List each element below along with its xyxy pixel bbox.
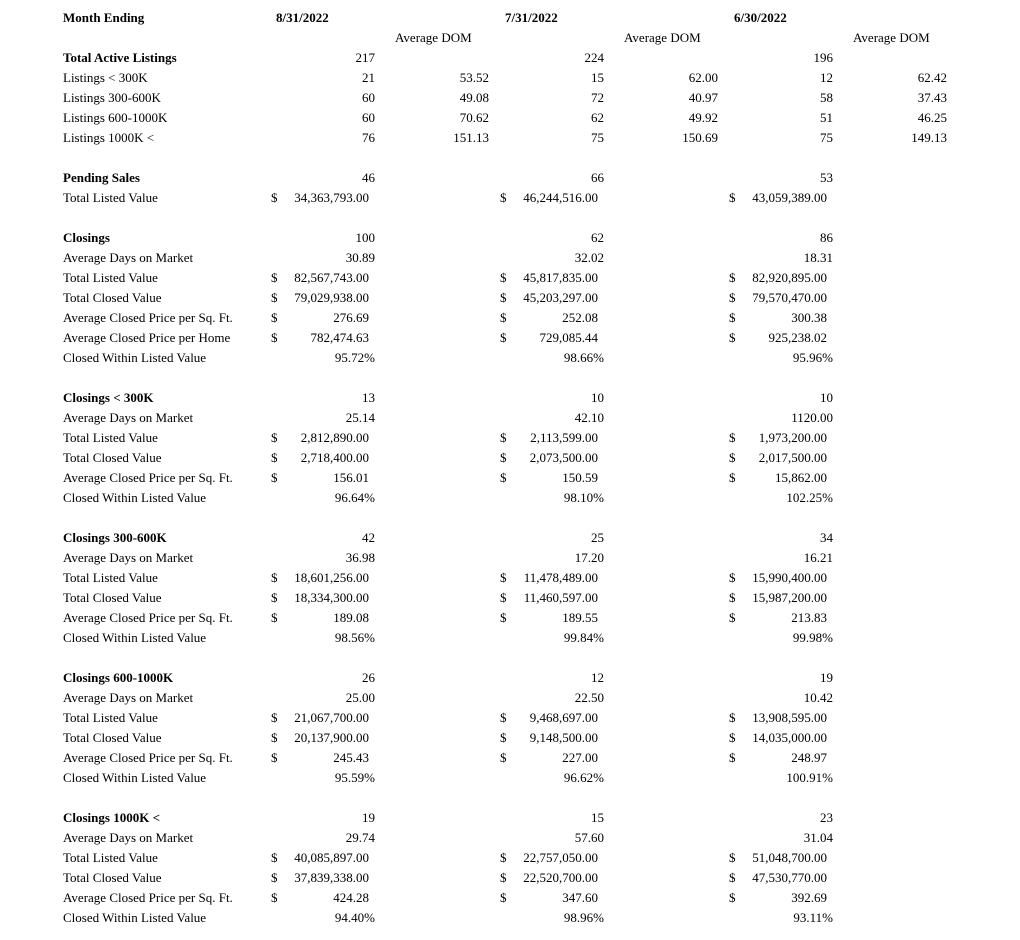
value-cell: 1120.00 — [791, 410, 833, 425]
value-cell: 75 — [591, 130, 604, 145]
currency-symbol: $ — [729, 870, 736, 885]
value-cell: 189.08 — [333, 610, 369, 625]
currency-symbol: $ — [271, 590, 278, 605]
row-label: Total Listed Value — [63, 190, 158, 205]
row-label: Total Closed Value — [63, 450, 162, 465]
currency-symbol: $ — [500, 610, 507, 625]
value-cell: 100.91% — [786, 770, 833, 785]
value-cell: 45,203,297.00 — [523, 290, 598, 305]
value-cell: 26 — [362, 670, 375, 685]
average-dom-cell: 70.62 — [459, 110, 489, 125]
value-cell: 21 — [362, 70, 375, 85]
average-dom-cell: 150.69 — [682, 130, 718, 145]
currency-symbol: $ — [500, 710, 507, 725]
value-cell: 36.98 — [345, 550, 375, 565]
row-label: Listings 1000K < — [63, 130, 155, 145]
value-cell: 19 — [362, 810, 375, 825]
value-cell: 13 — [362, 390, 375, 405]
currency-symbol: $ — [271, 730, 278, 745]
value-cell: 53 — [820, 170, 833, 185]
currency-symbol: $ — [500, 190, 507, 205]
section-title: Pending Sales — [63, 170, 140, 185]
row-label: Average Days on Market — [63, 830, 194, 845]
currency-symbol: $ — [271, 570, 278, 585]
value-cell: 34,363,793.00 — [294, 190, 369, 205]
value-cell: 75 — [820, 130, 833, 145]
value-cell: 60 — [362, 110, 375, 125]
value-cell: 2,017,500.00 — [758, 450, 827, 465]
value-cell: 98.96% — [563, 910, 604, 925]
average-dom-cell: 62.42 — [917, 70, 947, 85]
row-label: Average Closed Price per Sq. Ft. — [63, 470, 233, 485]
value-cell: 782,474.63 — [310, 330, 369, 345]
value-cell: 19 — [820, 670, 833, 685]
value-cell: 189.55 — [562, 610, 598, 625]
value-cell: 16.21 — [803, 550, 833, 565]
currency-symbol: $ — [500, 890, 507, 905]
currency-symbol: $ — [729, 710, 736, 725]
value-cell: 15,862.00 — [775, 470, 827, 485]
value-cell: 37,839,338.00 — [294, 870, 369, 885]
average-dom-cell: 149.13 — [911, 130, 947, 145]
value-cell: 72 — [591, 90, 604, 105]
value-cell: 102.25% — [786, 490, 833, 505]
value-cell: 40,085,897.00 — [294, 850, 369, 865]
currency-symbol: $ — [729, 270, 736, 285]
value-cell: 31.04 — [803, 830, 833, 845]
value-cell: 424.28 — [333, 890, 369, 905]
currency-symbol: $ — [500, 590, 507, 605]
value-cell: 22,520,700.00 — [523, 870, 598, 885]
value-cell: 156.01 — [333, 470, 369, 485]
row-label: Total Listed Value — [63, 570, 158, 585]
value-cell: 2,718,400.00 — [300, 450, 369, 465]
month-ending-header: Month Ending — [63, 10, 145, 25]
average-dom-cell: 62.00 — [688, 70, 718, 85]
value-cell: 300.38 — [791, 310, 827, 325]
currency-symbol: $ — [729, 310, 736, 325]
average-dom-cell: 53.52 — [459, 70, 489, 85]
row-label: Closed Within Listed Value — [63, 490, 207, 505]
average-dom-header: Average DOM — [853, 30, 930, 45]
value-cell: 98.66% — [563, 350, 604, 365]
currency-symbol: $ — [729, 190, 736, 205]
value-cell: 66 — [591, 170, 604, 185]
value-cell: 12 — [591, 670, 604, 685]
average-dom-cell: 49.92 — [688, 110, 718, 125]
section-title: Total Active Listings — [63, 50, 177, 65]
value-cell: 60 — [362, 90, 375, 105]
row-label: Total Closed Value — [63, 290, 162, 305]
value-cell: 2,073,500.00 — [529, 450, 598, 465]
value-cell: 46 — [362, 170, 375, 185]
value-cell: 347.60 — [562, 890, 598, 905]
value-cell: 196 — [813, 50, 833, 65]
row-label: Average Closed Price per Sq. Ft. — [63, 610, 233, 625]
currency-symbol: $ — [729, 850, 736, 865]
row-label: Listings < 300K — [63, 70, 148, 85]
row-label: Total Closed Value — [63, 590, 162, 605]
currency-symbol: $ — [271, 850, 278, 865]
value-cell: 18.31 — [803, 250, 833, 265]
average-dom-cell: 37.43 — [917, 90, 947, 105]
value-cell: 82,920,895.00 — [752, 270, 827, 285]
value-cell: 10 — [820, 390, 833, 405]
value-cell: 213.83 — [791, 610, 827, 625]
currency-symbol: $ — [500, 430, 507, 445]
value-cell: 32.02 — [574, 250, 604, 265]
value-cell: 15 — [591, 70, 604, 85]
value-cell: 15,990,400.00 — [752, 570, 827, 585]
value-cell: 13,908,595.00 — [752, 710, 827, 725]
row-label: Average Closed Price per Sq. Ft. — [63, 310, 233, 325]
value-cell: 252.08 — [562, 310, 598, 325]
value-cell: 18,334,300.00 — [294, 590, 369, 605]
currency-symbol: $ — [500, 730, 507, 745]
currency-symbol: $ — [729, 470, 736, 485]
section-title: Closings < 300K — [63, 390, 154, 405]
value-cell: 227.00 — [562, 750, 598, 765]
row-label: Closed Within Listed Value — [63, 630, 207, 645]
currency-symbol: $ — [271, 330, 278, 345]
value-cell: 150.59 — [562, 470, 598, 485]
value-cell: 25.14 — [345, 410, 375, 425]
row-label: Closed Within Listed Value — [63, 770, 207, 785]
value-cell: 96.64% — [334, 490, 375, 505]
average-dom-cell: 40.97 — [688, 90, 718, 105]
row-label: Average Days on Market — [63, 690, 194, 705]
value-cell: 76 — [362, 130, 375, 145]
value-cell: 62 — [591, 110, 604, 125]
row-label: Total Listed Value — [63, 710, 158, 725]
value-cell: 392.69 — [791, 890, 827, 905]
currency-symbol: $ — [729, 890, 736, 905]
currency-symbol: $ — [500, 450, 507, 465]
row-label: Listings 600-1000K — [63, 110, 168, 125]
currency-symbol: $ — [500, 850, 507, 865]
currency-symbol: $ — [271, 710, 278, 725]
currency-symbol: $ — [271, 270, 278, 285]
value-cell: 98.10% — [563, 490, 604, 505]
value-cell: 9,148,500.00 — [529, 730, 598, 745]
value-cell: 47,530,770.00 — [752, 870, 827, 885]
row-label: Closed Within Listed Value — [63, 910, 207, 925]
value-cell: 42.10 — [574, 410, 604, 425]
value-cell: 62 — [591, 230, 604, 245]
row-label: Closed Within Listed Value — [63, 350, 207, 365]
currency-symbol: $ — [729, 290, 736, 305]
currency-symbol: $ — [500, 470, 507, 485]
value-cell: 224 — [584, 50, 604, 65]
value-cell: 22.50 — [574, 690, 604, 705]
value-cell: 14,035,000.00 — [752, 730, 827, 745]
value-cell: 34 — [820, 530, 833, 545]
section-title: Closings 300-600K — [63, 530, 167, 545]
currency-symbol: $ — [729, 590, 736, 605]
value-cell: 20,137,900.00 — [294, 730, 369, 745]
value-cell: 45,817,835.00 — [523, 270, 598, 285]
value-cell: 94.40% — [334, 910, 375, 925]
value-cell: 100 — [355, 230, 375, 245]
value-cell: 42 — [362, 530, 375, 545]
section-title: Closings 600-1000K — [63, 670, 174, 685]
currency-symbol: $ — [500, 570, 507, 585]
value-cell: 10.42 — [803, 690, 833, 705]
currency-symbol: $ — [729, 750, 736, 765]
value-cell: 21,067,700.00 — [294, 710, 369, 725]
row-label: Average Days on Market — [63, 410, 194, 425]
currency-symbol: $ — [729, 610, 736, 625]
value-cell: 276.69 — [333, 310, 369, 325]
value-cell: 11,460,597.00 — [523, 590, 598, 605]
currency-symbol: $ — [271, 310, 278, 325]
value-cell: 30.89 — [345, 250, 375, 265]
value-cell: 95.72% — [334, 350, 375, 365]
value-cell: 17.20 — [574, 550, 604, 565]
value-cell: 12 — [820, 70, 833, 85]
currency-symbol: $ — [271, 750, 278, 765]
month-column-header: 6/30/2022 — [734, 10, 787, 25]
value-cell: 15,987,200.00 — [752, 590, 827, 605]
month-column-header: 8/31/2022 — [276, 10, 329, 25]
currency-symbol: $ — [271, 190, 278, 205]
value-cell: 86 — [820, 230, 833, 245]
value-cell: 46,244,516.00 — [523, 190, 598, 205]
currency-symbol: $ — [271, 610, 278, 625]
value-cell: 82,567,743.00 — [294, 270, 369, 285]
value-cell: 1,973,200.00 — [758, 430, 827, 445]
currency-symbol: $ — [271, 870, 278, 885]
section-title: Closings 1000K < — [63, 810, 160, 825]
row-label: Total Listed Value — [63, 850, 158, 865]
value-cell: 25 — [591, 530, 604, 545]
value-cell: 58 — [820, 90, 833, 105]
currency-symbol: $ — [729, 730, 736, 745]
value-cell: 96.62% — [563, 770, 604, 785]
month-column-header: 7/31/2022 — [505, 10, 558, 25]
value-cell: 95.96% — [792, 350, 833, 365]
row-label: Total Listed Value — [63, 270, 158, 285]
currency-symbol: $ — [500, 750, 507, 765]
value-cell: 99.98% — [792, 630, 833, 645]
row-label: Average Days on Market — [63, 250, 194, 265]
row-label: Average Closed Price per Sq. Ft. — [63, 890, 233, 905]
value-cell: 248.97 — [791, 750, 827, 765]
currency-symbol: $ — [729, 330, 736, 345]
value-cell: 2,113,599.00 — [530, 430, 598, 445]
currency-symbol: $ — [500, 310, 507, 325]
value-cell: 98.56% — [334, 630, 375, 645]
currency-symbol: $ — [271, 470, 278, 485]
value-cell: 15 — [591, 810, 604, 825]
value-cell: 79,029,938.00 — [294, 290, 369, 305]
average-dom-cell: 151.13 — [453, 130, 489, 145]
currency-symbol: $ — [500, 270, 507, 285]
section-title: Closings — [63, 230, 110, 245]
value-cell: 10 — [591, 390, 604, 405]
value-cell: 9,468,697.00 — [529, 710, 598, 725]
row-label: Total Closed Value — [63, 730, 162, 745]
average-dom-cell: 49.08 — [459, 90, 489, 105]
value-cell: 925,238.02 — [768, 330, 827, 345]
currency-symbol: $ — [729, 570, 736, 585]
value-cell: 93.11% — [793, 910, 833, 925]
value-cell: 729,085.44 — [539, 330, 598, 345]
value-cell: 51 — [820, 110, 833, 125]
value-cell: 217 — [355, 50, 375, 65]
currency-symbol: $ — [500, 330, 507, 345]
value-cell: 11,478,489.00 — [523, 570, 598, 585]
row-label: Average Days on Market — [63, 550, 194, 565]
value-cell: 25.00 — [345, 690, 375, 705]
value-cell: 22,757,050.00 — [523, 850, 598, 865]
currency-symbol: $ — [500, 290, 507, 305]
average-dom-header: Average DOM — [624, 30, 701, 45]
value-cell: 29.74 — [345, 830, 375, 845]
row-label: Total Closed Value — [63, 870, 162, 885]
value-cell: 43,059,389.00 — [752, 190, 827, 205]
value-cell: 18,601,256.00 — [294, 570, 369, 585]
currency-symbol: $ — [500, 870, 507, 885]
currency-symbol: $ — [729, 430, 736, 445]
currency-symbol: $ — [271, 450, 278, 465]
value-cell: 2,812,890.00 — [300, 430, 369, 445]
row-label: Listings 300-600K — [63, 90, 161, 105]
row-label: Total Listed Value — [63, 430, 158, 445]
average-dom-cell: 46.25 — [917, 110, 947, 125]
row-label: Average Closed Price per Sq. Ft. — [63, 750, 233, 765]
value-cell: 79,570,470.00 — [752, 290, 827, 305]
value-cell: 23 — [820, 810, 833, 825]
value-cell: 245.43 — [333, 750, 369, 765]
value-cell: 57.60 — [574, 830, 604, 845]
currency-symbol: $ — [271, 430, 278, 445]
currency-symbol: $ — [271, 290, 278, 305]
average-dom-header: Average DOM — [395, 30, 472, 45]
row-label: Average Closed Price per Home — [63, 330, 231, 345]
currency-symbol: $ — [271, 890, 278, 905]
value-cell: 99.84% — [563, 630, 604, 645]
value-cell: 95.59% — [334, 770, 375, 785]
value-cell: 51,048,700.00 — [752, 850, 827, 865]
currency-symbol: $ — [729, 450, 736, 465]
